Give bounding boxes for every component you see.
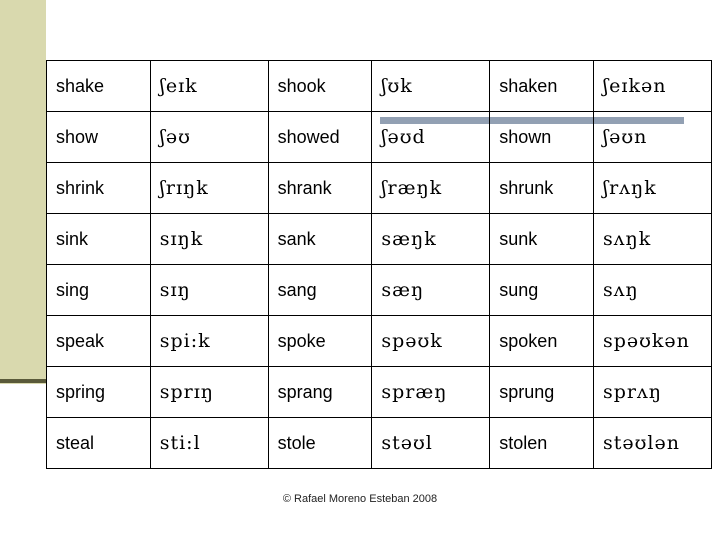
past-simple-cell: stole [268,418,372,469]
past-simple-cell: sang [268,265,372,316]
past-participle-cell: shown [490,112,594,163]
participle-transcription-cell: sprʌŋ [593,367,711,418]
base-form-cell: sink [47,214,151,265]
past-simple-cell: spoke [268,316,372,367]
past-simple-cell: shrank [268,163,372,214]
base-form-cell: steal [47,418,151,469]
past-transcription-cell: ʃəʊd [372,112,490,163]
base-transcription-cell: sɪŋ [150,265,268,316]
copyright-footer: © Rafael Moreno Esteban 2008 [282,493,438,505]
base-transcription-cell: sɪŋk [150,214,268,265]
participle-transcription-cell: ʃrʌŋk [593,163,711,214]
base-form-cell: speak [47,316,151,367]
past-participle-cell: shaken [490,61,594,112]
base-form-cell: shrink [47,163,151,214]
past-transcription-cell: stəʊl [372,418,490,469]
base-form-cell: show [47,112,151,163]
past-participle-cell: sunk [490,214,594,265]
participle-transcription-cell: ʃəʊn [593,112,711,163]
base-transcription-cell: sti:l [150,418,268,469]
table-row [47,163,712,214]
past-simple-cell: showed [268,112,372,163]
participle-transcription-cell: sʌŋ [593,265,711,316]
irregular-verbs-table [46,60,712,469]
past-simple-cell: shook [268,61,372,112]
past-participle-cell: sprung [490,367,594,418]
participle-transcription-cell: spəʊkən [593,316,711,367]
base-transcription-cell: spi:k [150,316,268,367]
past-participle-cell: shrunk [490,163,594,214]
past-transcription-cell: ʃræŋk [372,163,490,214]
base-transcription-cell: ʃrɪŋk [150,163,268,214]
base-form-cell: spring [47,367,151,418]
table-row [47,316,712,367]
past-simple-cell: sank [268,214,372,265]
past-simple-cell: sprang [268,367,372,418]
past-participle-cell: stolen [490,418,594,469]
past-transcription-cell: spəʊk [372,316,490,367]
past-participle-cell: spoken [490,316,594,367]
table-row [47,367,712,418]
participle-transcription-cell: sʌŋk [593,214,711,265]
past-transcription-cell: sæŋk [372,214,490,265]
base-transcription-cell: ʃeɪk [150,61,268,112]
past-participle-cell: sung [490,265,594,316]
table-row [47,112,712,163]
base-form-cell: sing [47,265,151,316]
base-form-cell: shake [47,61,151,112]
table-row [47,418,712,469]
left-decor-bar [0,0,46,384]
left-decor-rule [0,379,46,383]
table-row [47,214,712,265]
past-transcription-cell: spræŋ [372,367,490,418]
past-transcription-cell: ʃʊk [372,61,490,112]
participle-transcription-cell: ʃeɪkən [593,61,711,112]
table-row [47,61,712,112]
base-transcription-cell: ʃəʊ [150,112,268,163]
past-transcription-cell: sæŋ [372,265,490,316]
base-transcription-cell: sprɪŋ [150,367,268,418]
table-row [47,265,712,316]
participle-transcription-cell: stəʊlən [593,418,711,469]
